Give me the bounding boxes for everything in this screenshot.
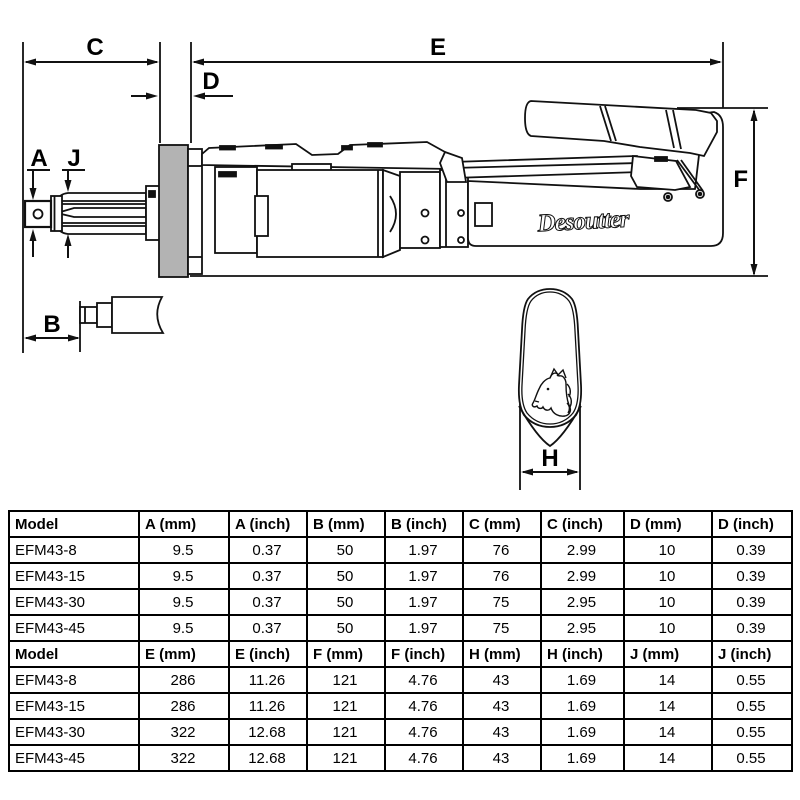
header-cell: Model <box>9 641 139 667</box>
value-cell: 50 <box>307 589 385 615</box>
table-row <box>9 589 792 615</box>
value-cell: 0.39 <box>712 615 792 641</box>
value-cell: 0.55 <box>712 693 792 719</box>
value-cell: 9.5 <box>139 615 229 641</box>
value-cell: 0.37 <box>229 589 307 615</box>
dim-label-D: D <box>202 68 220 95</box>
header-cell: C (mm) <box>463 511 541 537</box>
dim-label-E: E <box>429 34 447 61</box>
value-cell: 1.69 <box>541 693 624 719</box>
table-row <box>9 537 792 563</box>
header-cell: F (inch) <box>385 641 463 667</box>
value-cell: 50 <box>307 563 385 589</box>
value-cell: 43 <box>463 719 541 745</box>
header-cell: C (inch) <box>541 511 624 537</box>
value-cell: 121 <box>307 719 385 745</box>
value-cell: 43 <box>463 693 541 719</box>
model-cell: EFM43-15 <box>9 563 139 589</box>
value-cell: 14 <box>624 745 712 771</box>
header-cell: E (mm) <box>139 641 229 667</box>
value-cell: 286 <box>139 667 229 693</box>
value-cell: 0.37 <box>229 563 307 589</box>
value-cell: 1.69 <box>541 719 624 745</box>
value-cell: 2.95 <box>541 589 624 615</box>
model-cell: EFM43-45 <box>9 745 139 771</box>
table-header-row <box>9 641 792 667</box>
model-cell: EFM43-30 <box>9 719 139 745</box>
output-adapter <box>80 297 163 333</box>
model-cell: EFM43-30 <box>9 589 139 615</box>
model-cell: EFM43-8 <box>9 667 139 693</box>
dimension-E <box>192 34 722 66</box>
value-cell: 0.37 <box>229 537 307 563</box>
table-row <box>9 745 792 771</box>
value-cell: 1.97 <box>385 563 463 589</box>
value-cell: 0.39 <box>712 563 792 589</box>
gear-housing <box>215 167 257 253</box>
value-cell: 11.26 <box>229 693 307 719</box>
spline-shaft <box>57 193 146 234</box>
value-cell: 322 <box>139 745 229 771</box>
lever-top-view <box>519 289 581 446</box>
value-cell: 1.97 <box>385 615 463 641</box>
spec-table-body <box>9 511 792 771</box>
header-cell: J (inch) <box>712 641 792 667</box>
value-cell: 121 <box>307 693 385 719</box>
value-cell: 2.95 <box>541 615 624 641</box>
tool-side-view <box>25 101 723 277</box>
value-cell: 4.76 <box>385 693 463 719</box>
table-row <box>9 667 792 693</box>
value-cell: 0.37 <box>229 615 307 641</box>
header-cell: A (inch) <box>229 511 307 537</box>
value-cell: 43 <box>463 745 541 771</box>
value-cell: 9.5 <box>139 563 229 589</box>
header-cell: Model <box>9 511 139 537</box>
value-cell: 50 <box>307 615 385 641</box>
table-row <box>9 719 792 745</box>
dimension-H <box>521 445 579 476</box>
square-drive <box>25 196 62 231</box>
value-cell: 12.68 <box>229 719 307 745</box>
dim-label-H: H <box>541 445 559 472</box>
value-cell: 286 <box>139 693 229 719</box>
value-cell: 4.76 <box>385 719 463 745</box>
holder-mark <box>149 191 155 197</box>
dim-label-B: B <box>43 311 61 338</box>
mounting-flange <box>159 145 188 277</box>
header-cell: H (inch) <box>541 641 624 667</box>
dim-label-J: J <box>67 145 81 172</box>
cone-transition <box>383 170 400 257</box>
header-cell: B (inch) <box>385 511 463 537</box>
value-cell: 4.76 <box>385 667 463 693</box>
value-cell: 322 <box>139 719 229 745</box>
value-cell: 14 <box>624 719 712 745</box>
dimension-B <box>24 311 80 342</box>
value-cell: 12.68 <box>229 745 307 771</box>
value-cell: 11.26 <box>229 667 307 693</box>
header-cell: B (mm) <box>307 511 385 537</box>
value-cell: 75 <box>463 589 541 615</box>
table-header-row <box>9 511 792 537</box>
value-cell: 50 <box>307 537 385 563</box>
value-cell: 0.39 <box>712 589 792 615</box>
value-cell: 4.76 <box>385 745 463 771</box>
header-cell: J (mm) <box>624 641 712 667</box>
value-cell: 14 <box>624 693 712 719</box>
value-cell: 0.55 <box>712 719 792 745</box>
dimension-C <box>24 34 159 66</box>
model-cell: EFM43-15 <box>9 693 139 719</box>
dimension-F <box>733 109 757 276</box>
model-cell: EFM43-45 <box>9 615 139 641</box>
model-cell: EFM43-8 <box>9 537 139 563</box>
value-cell: 43 <box>463 667 541 693</box>
header-cell: D (mm) <box>624 511 712 537</box>
value-cell: 10 <box>624 615 712 641</box>
header-cell: A (mm) <box>139 511 229 537</box>
header-cell: F (mm) <box>307 641 385 667</box>
value-cell: 75 <box>463 615 541 641</box>
value-cell: 14 <box>624 667 712 693</box>
motor-housing <box>255 164 383 257</box>
header-cell: H (mm) <box>463 641 541 667</box>
value-cell: 9.5 <box>139 537 229 563</box>
header-cell: E (inch) <box>229 641 307 667</box>
spec-table <box>8 510 793 772</box>
value-cell: 2.99 <box>541 563 624 589</box>
value-cell: 0.39 <box>712 537 792 563</box>
start-lever-side <box>525 101 717 156</box>
table-row <box>9 563 792 589</box>
header-cell: D (inch) <box>712 511 792 537</box>
value-cell: 1.97 <box>385 537 463 563</box>
value-cell: 121 <box>307 745 385 771</box>
dim-label-F: F <box>733 166 748 193</box>
dim-label-A: A <box>30 145 48 172</box>
value-cell: 76 <box>463 537 541 563</box>
value-cell: 10 <box>624 537 712 563</box>
value-cell: 9.5 <box>139 589 229 615</box>
value-cell: 1.69 <box>541 667 624 693</box>
value-cell: 1.69 <box>541 745 624 771</box>
value-cell: 2.99 <box>541 537 624 563</box>
value-cell: 1.97 <box>385 589 463 615</box>
dimension-D <box>131 68 233 100</box>
value-cell: 76 <box>463 563 541 589</box>
value-cell: 10 <box>624 589 712 615</box>
table-row <box>9 615 792 641</box>
value-cell: 121 <box>307 667 385 693</box>
table-row <box>9 693 792 719</box>
value-cell: 10 <box>624 563 712 589</box>
value-cell: 0.55 <box>712 667 792 693</box>
value-cell: 0.55 <box>712 745 792 771</box>
brand-logo-text: Desoutter <box>536 205 630 238</box>
flange-ring <box>188 149 202 274</box>
dim-label-C: C <box>86 34 104 61</box>
label-plate <box>475 203 492 226</box>
